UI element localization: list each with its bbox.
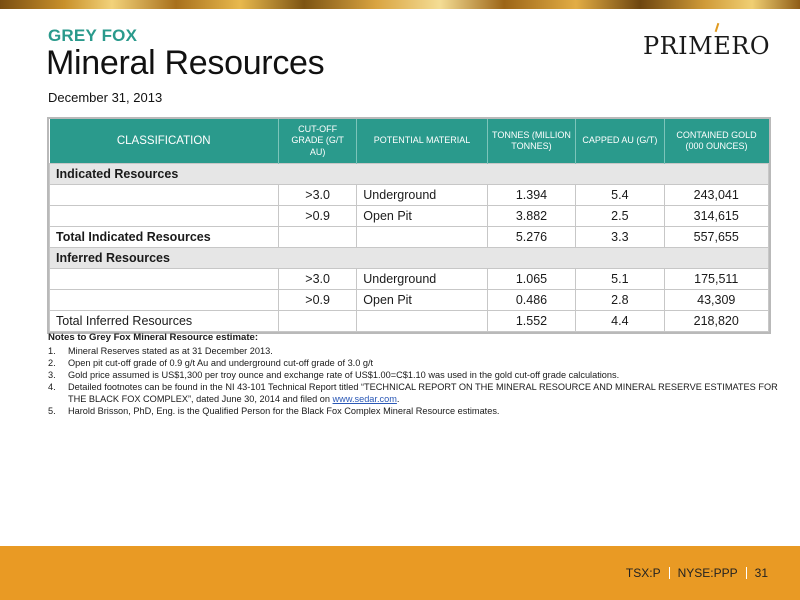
note-number: 3. — [48, 369, 56, 380]
company-logo — [643, 24, 770, 58]
cell-material: Underground — [357, 269, 488, 290]
col-header-contained-gold: CONTAINED GOLD (000 OUNCES) — [664, 119, 768, 164]
section-row-inferred — [50, 248, 769, 269]
cell-tonnes: 5.276 — [487, 227, 575, 248]
sedar-link[interactable]: www.sedar.com — [332, 394, 397, 405]
cell-material: Open Pit — [357, 206, 488, 227]
cell-contained-gold: 314,615 — [664, 206, 768, 227]
note-item — [48, 345, 778, 357]
cell-contained-gold: 557,655 — [664, 227, 768, 248]
note-text: Harold Brisson, PhD, Eng. is the Qualified Person for the Black Fox Complex Mineral Resource estimates. — [68, 406, 500, 417]
section-label: Inferred Resources — [50, 248, 769, 269]
section-label: Indicated Resources — [50, 164, 769, 185]
tsx-ticker: TSX:P — [625, 566, 661, 580]
table-row — [50, 206, 769, 227]
cell-material: Open Pit — [357, 290, 488, 311]
table-row — [50, 269, 769, 290]
table-row — [50, 290, 769, 311]
separator — [746, 567, 747, 579]
logo-text — [643, 34, 770, 58]
cell-classification: Total Indicated Resources — [50, 227, 279, 248]
cell-cutoff: >3.0 — [278, 269, 356, 290]
cell-material: Underground — [357, 185, 488, 206]
cell-capped-au: 5.4 — [576, 185, 664, 206]
logo-text-suffix: ERO — [713, 32, 770, 60]
cell-material — [357, 227, 488, 248]
top-gold-banner — [0, 0, 800, 9]
cell-capped-au: 2.8 — [576, 290, 664, 311]
cell-tonnes: 1.394 — [487, 185, 575, 206]
cell-tonnes: 1.065 — [487, 269, 575, 290]
page-title: Mineral Resources — [46, 44, 325, 82]
note-text-wrap — [68, 381, 778, 405]
total-row-inferred — [50, 311, 769, 332]
cell-capped-au: 5.1 — [576, 269, 664, 290]
notes-title: Notes to Grey Fox Mineral Resource estimate: — [48, 332, 259, 343]
cell-cutoff: >3.0 — [278, 185, 356, 206]
note-number: 5. — [48, 406, 56, 417]
col-header-capped-au: CAPPED AU (G/T) — [576, 119, 664, 164]
col-header-classification: CLASSIFICATION — [50, 119, 279, 164]
note-text: Open pit cut-off grade of 0.9 g/t Au and underground cut-off grade of 3.0 g/t — [68, 357, 374, 368]
nyse-ticker: NYSE:PPP — [677, 566, 738, 580]
col-header-potential-material: POTENTIAL MATERIAL — [357, 119, 488, 164]
page-date: December 31, 2013 — [48, 90, 163, 105]
cell-capped-au: 2.5 — [576, 206, 664, 227]
cell-classification — [50, 269, 279, 290]
cell-contained-gold: 43,309 — [664, 290, 768, 311]
cell-contained-gold: 243,041 — [664, 185, 768, 206]
col-header-tonnes: TONNES (MILLION TONNES) — [487, 119, 575, 164]
cell-tonnes: 3.882 — [487, 206, 575, 227]
resources-table — [47, 117, 771, 334]
cell-tonnes: 0.486 — [487, 290, 575, 311]
cell-material — [357, 311, 488, 332]
note-item — [48, 369, 778, 381]
cell-capped-au: 4.4 — [576, 311, 664, 332]
footer-bar — [0, 546, 800, 600]
cell-classification: Total Inferred Resources — [50, 311, 279, 332]
table-row — [50, 185, 769, 206]
cell-cutoff — [278, 227, 356, 248]
col-header-cutoff-grade: CUT-OFF GRADE (G/T AU) — [278, 119, 356, 164]
table-header-row — [50, 119, 769, 164]
total-row-indicated — [50, 227, 769, 248]
notes-block — [48, 332, 778, 418]
note-number: 4. — [48, 382, 56, 393]
separator — [669, 567, 670, 579]
note-text-end: . — [396, 394, 400, 405]
cell-contained-gold: 175,511 — [664, 269, 768, 290]
note-item — [48, 381, 778, 405]
note-text: Mineral Reserves stated as at 31 December 2013. — [68, 345, 273, 356]
cell-tonnes: 1.552 — [487, 311, 575, 332]
note-item — [48, 405, 778, 417]
note-text: Detailed footnotes can be found in the NI 43-101 Technical Report titled “TECHNICAL REPORT ON THE MINERAL RESOURCE AND MINERAL RESERVE ESTIMATES FOR THE BLACK FOX COMPLEX”, dated June 30, 2014 and filed on — [68, 382, 778, 405]
cell-cutoff — [278, 311, 356, 332]
cell-classification — [50, 206, 279, 227]
note-number: 1. — [48, 345, 56, 356]
note-text: Gold price assumed is US$1,300 per troy ounce and exchange rate of US$1.00=C$1.10 was used in the gold cut-off grade calculations. — [68, 369, 620, 380]
ticker-info — [626, 566, 768, 580]
cell-classification — [50, 185, 279, 206]
note-item — [48, 357, 778, 369]
cell-capped-au: 3.3 — [576, 227, 664, 248]
page-number: 31 — [754, 566, 768, 580]
section-row-indicated — [50, 164, 769, 185]
cell-contained-gold: 218,820 — [664, 311, 768, 332]
cell-classification — [50, 290, 279, 311]
note-number: 2. — [48, 357, 56, 368]
cell-cutoff: >0.9 — [278, 206, 356, 227]
cell-cutoff: >0.9 — [278, 290, 356, 311]
logo-text-prefix: PRIM — [642, 32, 714, 60]
brand-label: GREY FOX — [48, 26, 138, 45]
